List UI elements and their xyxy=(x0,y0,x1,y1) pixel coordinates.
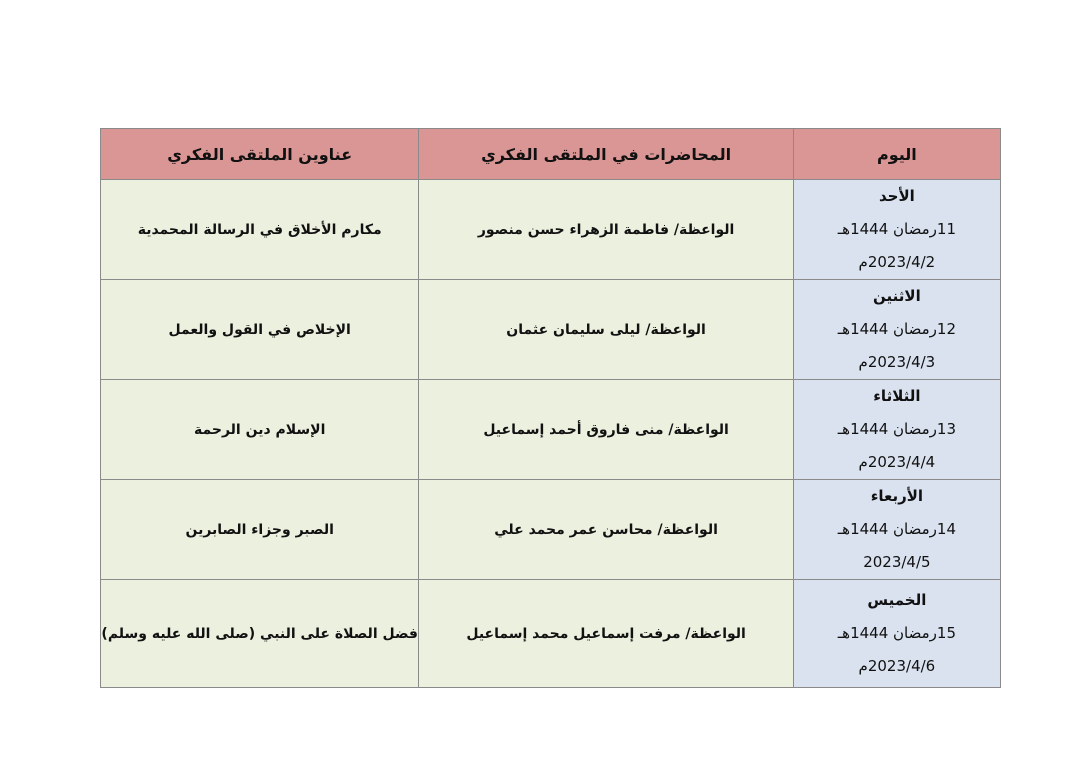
table-header xyxy=(101,129,1001,180)
day-cell xyxy=(793,580,1000,688)
day-cell xyxy=(793,280,1000,380)
day-name: الاثنين xyxy=(873,287,921,305)
table-row xyxy=(101,580,1001,688)
lecturer-cell: الواعظة/ مرفت إسماعيل محمد إسماعيل xyxy=(419,580,793,688)
gregorian-date: 2023/4/5 xyxy=(863,553,931,571)
lecturer-cell: الواعظة/ محاسن عمر محمد علي xyxy=(419,480,793,580)
schedule-table xyxy=(100,128,1001,688)
day-name: الثلاثاء xyxy=(873,387,921,405)
title-cell: فضل الصلاة على النبي (صلى الله عليه وسلم) xyxy=(101,580,419,688)
hijri-date: 12رمضان 1444هـ xyxy=(837,320,956,338)
gregorian-date: 2023/4/3م xyxy=(858,353,936,371)
table-body xyxy=(101,180,1001,688)
hijri-date: 11رمضان 1444هـ xyxy=(837,220,956,238)
hijri-date: 13رمضان 1444هـ xyxy=(837,420,956,438)
day-name: الأحد xyxy=(878,187,915,205)
gregorian-date: 2023/4/2م xyxy=(858,253,936,271)
day-cell xyxy=(793,180,1000,280)
lecturer-cell: الواعظة/ ليلى سليمان عثمان xyxy=(419,280,793,380)
title-cell: الصبر وجزاء الصابرين xyxy=(101,480,419,580)
title-cell: الإخلاص في القول والعمل xyxy=(101,280,419,380)
title-cell: مكارم الأخلاق في الرسالة المحمدية xyxy=(101,180,419,280)
day-cell xyxy=(793,380,1000,480)
hijri-date: 15رمضان 1444هـ xyxy=(837,624,956,642)
day-name: الخميس xyxy=(867,591,927,609)
header-titles: عناوين الملتقى الفكري xyxy=(101,129,419,180)
hijri-date: 14رمضان 1444هـ xyxy=(837,520,956,538)
lecturer-cell: الواعظة/ منى فاروق أحمد إسماعيل xyxy=(419,380,793,480)
header-lectures: المحاضرات في الملتقى الفكري xyxy=(419,129,793,180)
header-day: اليوم xyxy=(793,129,1000,180)
table-row xyxy=(101,180,1001,280)
day-cell xyxy=(793,480,1000,580)
table-row xyxy=(101,380,1001,480)
table-row xyxy=(101,280,1001,380)
header-row xyxy=(101,129,1001,180)
gregorian-date: 2023/4/6م xyxy=(858,657,936,675)
lecturer-cell: الواعظة/ فاطمة الزهراء حسن منصور xyxy=(419,180,793,280)
gregorian-date: 2023/4/4م xyxy=(858,453,936,471)
table-row xyxy=(101,480,1001,580)
day-name: الأربعاء xyxy=(870,487,924,505)
title-cell: الإسلام دين الرحمة xyxy=(101,380,419,480)
